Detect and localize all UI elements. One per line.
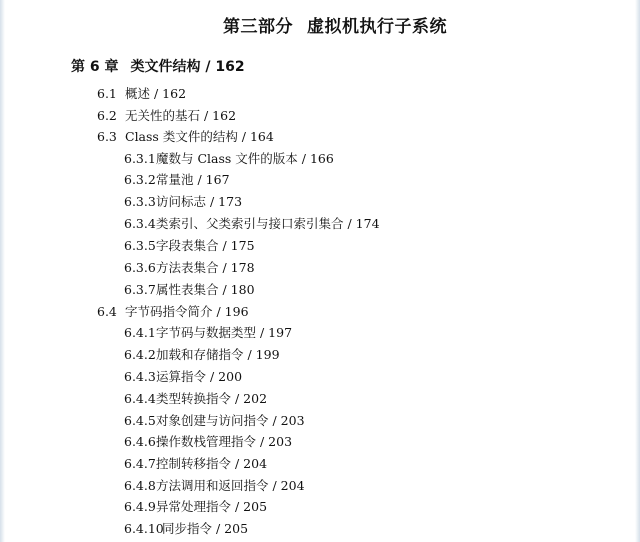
toc-entry-number: 6.4.8 [124, 478, 156, 493]
toc-entry[interactable] [124, 521, 248, 537]
toc-entry-title: 字段表集合 / 175 [156, 238, 255, 253]
toc-entry[interactable] [124, 369, 242, 385]
toc-entry-number: 6.3.1 [124, 151, 156, 166]
toc-entry-title: 常量池 / 167 [156, 172, 230, 187]
toc-entry-number: 6.3.5 [124, 238, 156, 253]
toc-entry[interactable] [124, 347, 280, 363]
toc-entry[interactable] [124, 391, 267, 407]
toc-entry[interactable] [124, 151, 334, 167]
toc-entry-title: 运算指令 / 200 [156, 369, 243, 384]
toc-entry[interactable] [124, 434, 292, 450]
toc-entry-title: 访问标志 / 173 [156, 194, 243, 209]
toc-entry[interactable] [124, 478, 305, 494]
toc-entry-title: Class 类文件的结构 / 164 [125, 129, 274, 144]
toc-entry[interactable] [124, 172, 230, 188]
part-label: 第三部分 [223, 17, 293, 37]
toc-entry[interactable] [124, 216, 380, 232]
toc-entry-number: 6.3 [97, 129, 117, 144]
toc-entry-title: 同步指令 / 205 [162, 521, 249, 536]
toc-entry-number: 6.4.4 [124, 391, 156, 406]
toc-entry[interactable] [97, 86, 186, 102]
toc-entry-number: 6.1 [97, 86, 117, 101]
toc-entry-number: 6.4.3 [124, 369, 156, 384]
toc-entry[interactable] [124, 413, 305, 429]
toc-entry[interactable] [97, 304, 249, 320]
toc-entry-number: 6.3.4 [124, 216, 156, 231]
toc-entry-title: 字节码指令简介 / 196 [125, 304, 249, 319]
toc-entry[interactable] [124, 499, 267, 515]
toc-entry-number: 6.3.7 [124, 282, 156, 297]
chapter-title: 类文件结构 / 162 [130, 59, 245, 75]
toc-entry[interactable] [124, 238, 255, 254]
toc-entry-title: 方法调用和返回指令 / 204 [156, 478, 305, 493]
toc-entry-number: 6.4.7 [124, 456, 156, 471]
toc-entry-title: 字节码与数据类型 / 197 [156, 325, 293, 340]
toc-entry-number: 6.3.3 [124, 194, 156, 209]
toc-entry-number: 6.4.5 [124, 413, 156, 428]
page-edge-left [0, 0, 5, 542]
toc-entry-number: 6.4.1 [124, 325, 156, 340]
toc-entry-title: 类型转换指令 / 202 [156, 391, 268, 406]
toc-entry-number: 6.3.6 [124, 260, 156, 275]
toc-entry[interactable] [97, 108, 236, 124]
toc-entry-number: 6.4.6 [124, 434, 156, 449]
toc-entry[interactable] [124, 325, 292, 341]
toc-entry-title: 魔数与 Class 文件的版本 / 166 [156, 151, 334, 166]
toc-entry-title: 方法表集合 / 178 [156, 260, 255, 275]
chapter-heading [71, 56, 245, 76]
toc-entry-number: 6.3.2 [124, 172, 156, 187]
toc-entry-title: 概述 / 162 [125, 86, 187, 101]
toc-entry-title: 操作数栈管理指令 / 203 [156, 434, 293, 449]
toc-entry-title: 类索引、父类索引与接口索引集合 / 174 [156, 216, 380, 231]
toc-entry[interactable] [124, 456, 267, 472]
toc-entry-number: 6.2 [97, 108, 117, 123]
part-title: 虚拟机执行子系统 [307, 17, 447, 37]
toc-entry-title: 属性表集合 / 180 [156, 282, 255, 297]
toc-entry[interactable] [124, 194, 242, 210]
toc-entry-title: 加载和存储指令 / 199 [156, 347, 280, 362]
toc-entry-title: 控制转移指令 / 204 [156, 456, 268, 471]
part-heading [0, 12, 640, 37]
toc-entry-number: 6.4 [97, 304, 117, 319]
toc-entry-number: 6.4.2 [124, 347, 156, 362]
toc-entry[interactable] [124, 282, 255, 298]
page-edge-right [635, 0, 640, 542]
toc-entry-title: 异常处理指令 / 205 [156, 499, 268, 514]
chapter-number: 第 6 章 [71, 59, 119, 75]
toc-entry-number: 6.4.9 [124, 499, 156, 514]
toc-entry-number: 6.4.10 [124, 521, 164, 536]
toc-entry-title: 对象创建与访问指令 / 203 [156, 413, 305, 428]
toc-entry-title: 无关性的基石 / 162 [125, 108, 237, 123]
toc-entry[interactable] [97, 129, 274, 145]
toc-entry[interactable] [124, 260, 255, 276]
